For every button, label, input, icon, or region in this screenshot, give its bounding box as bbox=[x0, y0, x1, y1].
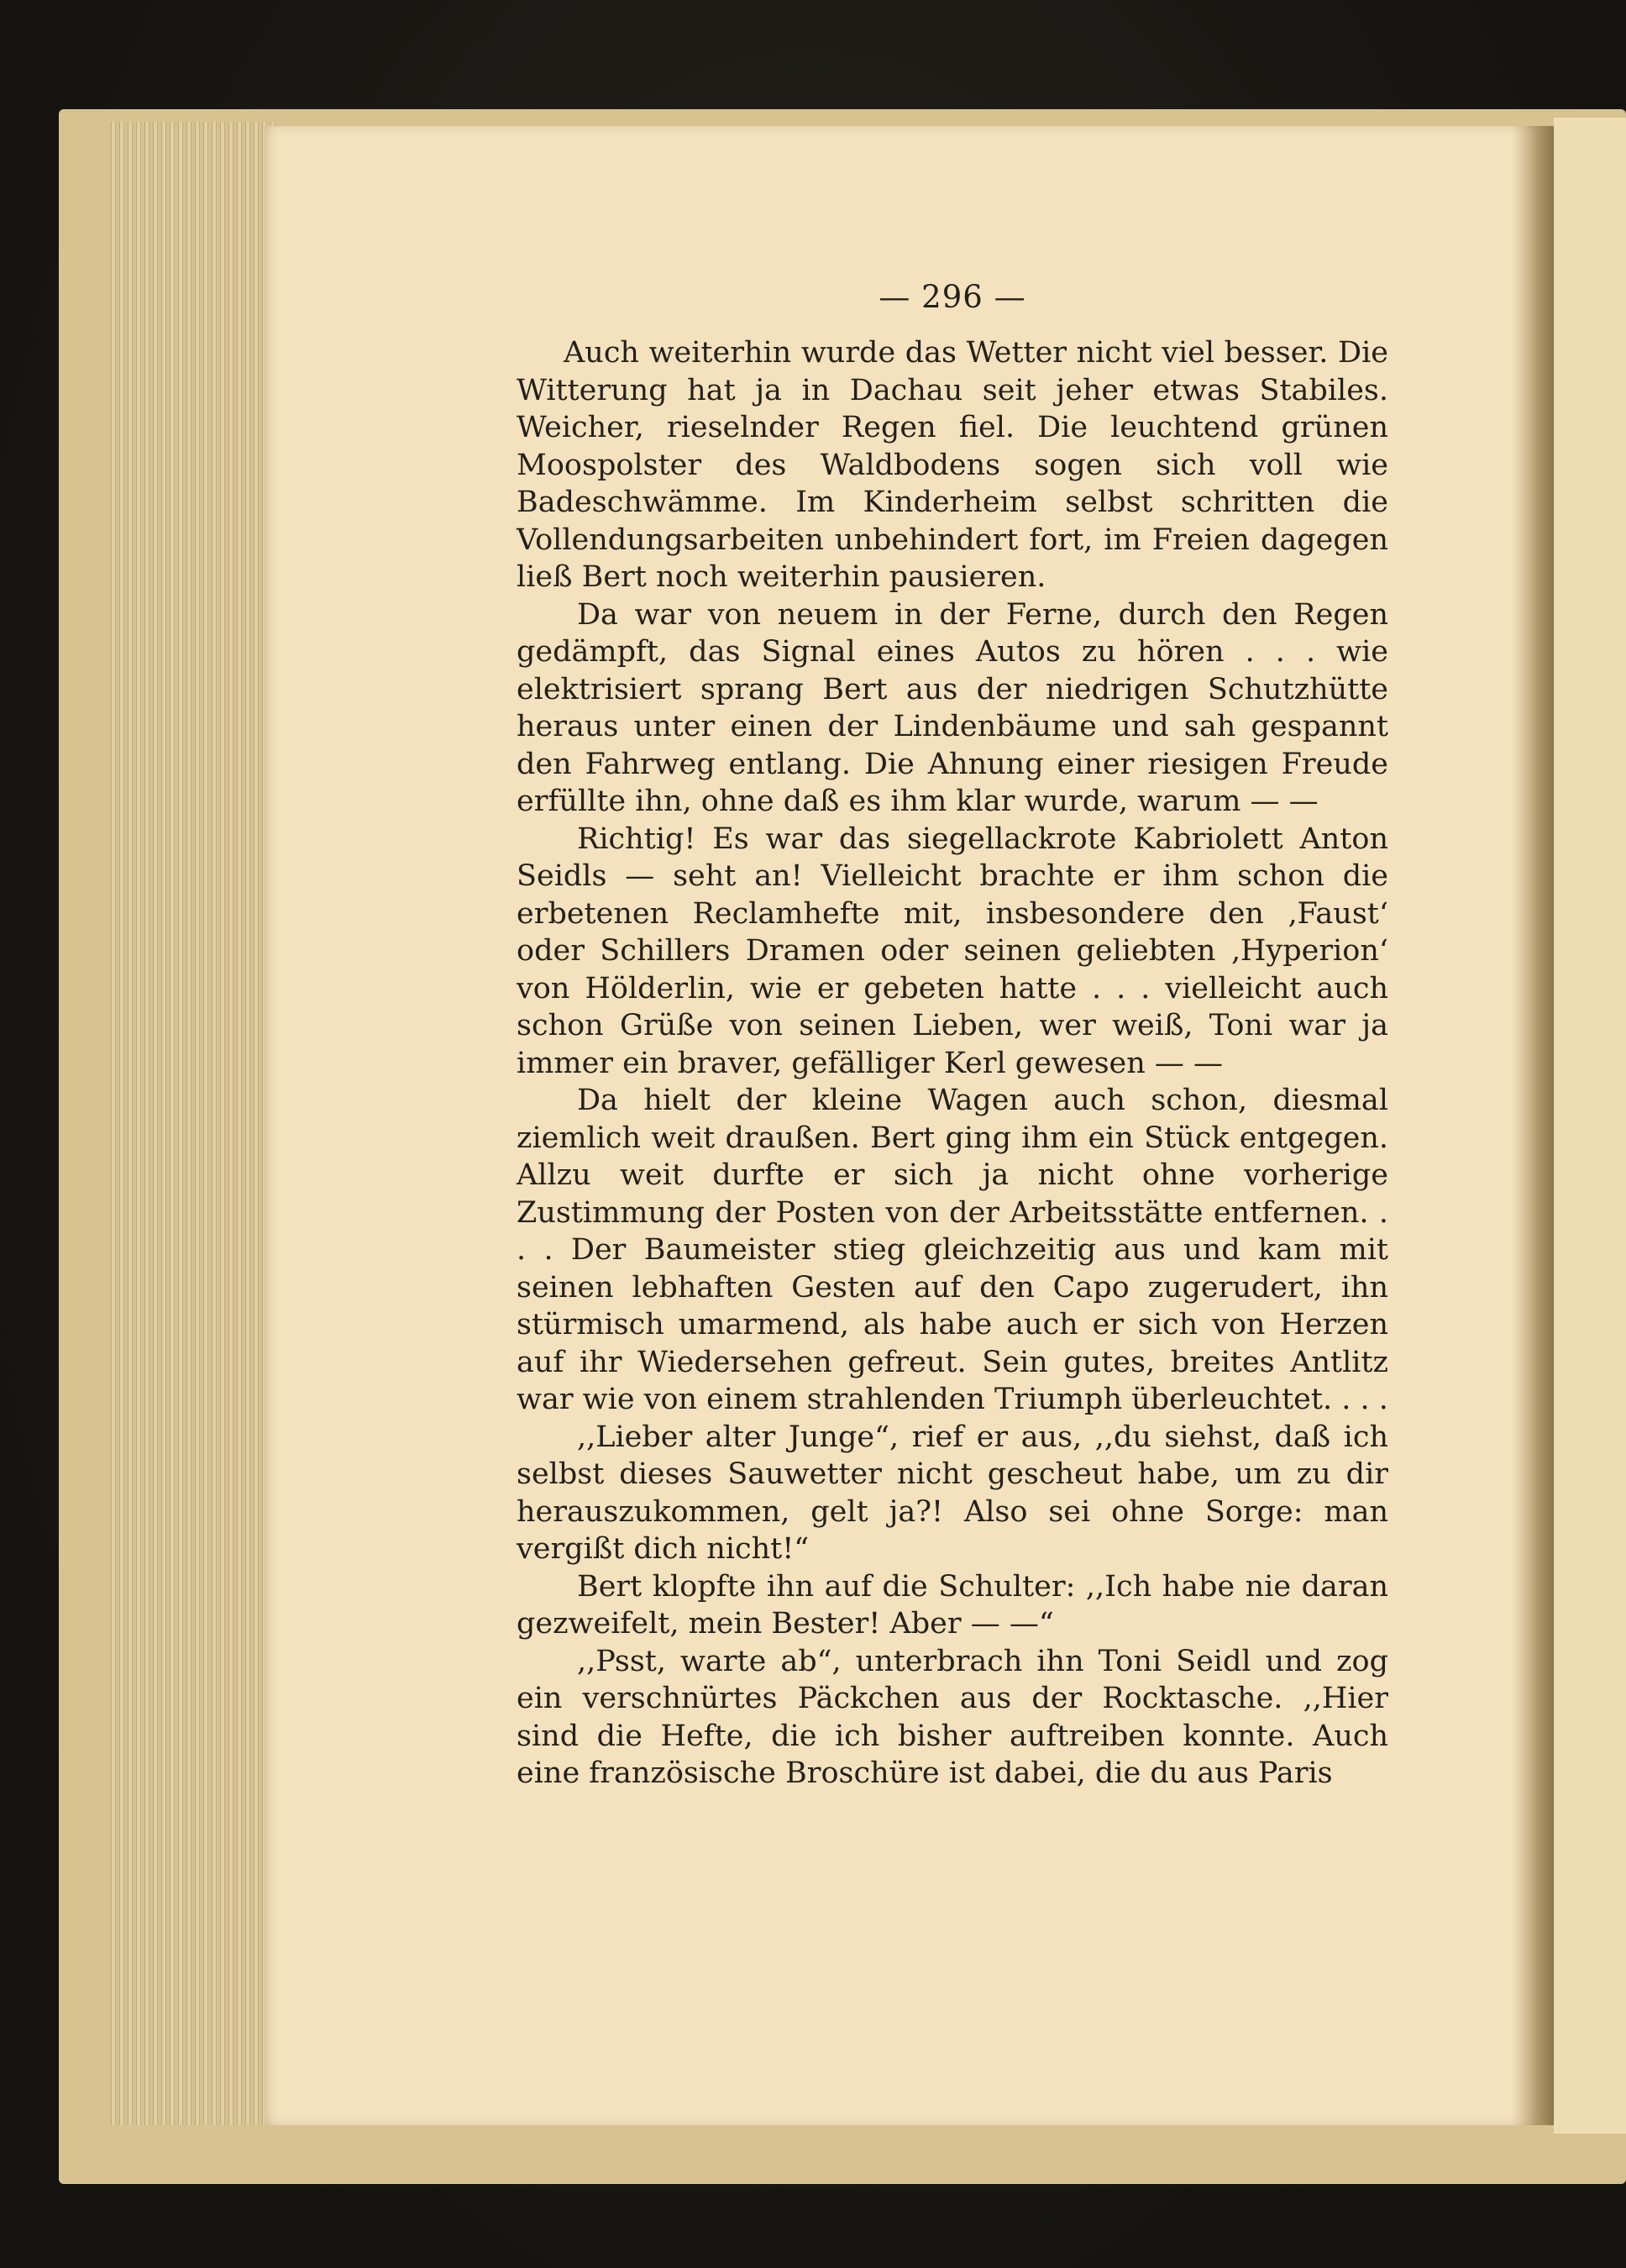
paragraph: Da war von neuem in der Ferne, durch den Regen gedämpft, das Signal eines Autos zu hören . . . wie elektrisiert sprang Bert aus der niedrigen Schutzhütte heraus unter einen der Lindenbäume und sah gespannt den Fahrweg entlang. Die Ahnung einer riesigen Freude erfüllte ihn, ohne daß es ihm klar wurde, warum — — bbox=[517, 597, 1388, 818]
paragraph: Bert klopfte ihn auf die Schulter: ,,Ich habe nie daran gezweifelt, mein Bester! Aber — —“ bbox=[517, 1569, 1388, 1641]
paragraph: ,,Lieber alter Junge“, rief er aus, ,,du siehst, daß ich selbst dieses Sauwetter nicht gescheut habe, um zu dir herauszukommen, gelt ja?! Also sei ohne Sorge: man vergißt dich nicht!“ bbox=[517, 1420, 1388, 1566]
facing-page-edge bbox=[1554, 118, 1626, 2134]
book-gutter bbox=[1512, 126, 1558, 2125]
page-number: — 296 — bbox=[879, 279, 1026, 315]
paragraph: Da hielt der kleine Wagen auch schon, diesmal ziemlich weit draußen. Bert ging ihm ein Stück entgegen. Allzu weit durfte er sich ja nicht ohne vorherige Zustimmung der Posten von der Arbeitsstätte entfernen. . . . Der Baumeister stieg gleichzeitig aus und kam mit seinen lebhaften Gesten auf den Capo zugerudert, ihn stürmisch umarmend, als habe auch er sich von Herzen auf ihr Wiedersehen gefreut. Sein gutes, breites Antlitz war wie von einem strahlenden Triumph überleuchtet. . . . bbox=[517, 1084, 1388, 1416]
paragraph: Richtig! Es war das siegellackrote Kabriolett Anton Seidls — seht an! Vielleicht brachte er ihm schon die erbetenen Reclamhefte mit, insbesondere den ‚Faust‘ oder Schillers Dramen oder seinen geliebten ‚Hyperion‘ von Hölderlin, wie er gebeten hatte . . . vielleicht auch schon Grüße von seinen Lieben, wer weiß, Toni war ja immer ein braver, gefälliger Kerl gewesen — — bbox=[517, 822, 1388, 1080]
paragraph: ,,Psst, warte ab“, unterbrach ihn Toni Seidl und zog ein verschnürtes Päckchen aus der Rocktasche. ,,Hier sind die Hefte, die ich bisher auftreiben konnte. Auch eine französische Broschüre ist dabei, die du aus Paris bbox=[517, 1644, 1388, 1790]
paragraph: Auch weiterhin wurde das Wetter nicht viel besser. Die Witterung hat ja in Dachau seit jeher etwas Stabiles. Weicher, rieselnder Regen fiel. Die leuchtend grünen Moospolster des Waldbodens sogen sich voll wie Badeschwämme. Im Kinderheim selbst schritten die Vollendungsarbeiten unbehindert fort, im Freien dagegen ließ Bert noch weiterhin pausieren. bbox=[517, 336, 1388, 594]
page-content bbox=[517, 277, 1388, 1793]
body-text bbox=[517, 334, 1388, 1793]
page-edges bbox=[108, 122, 275, 2125]
